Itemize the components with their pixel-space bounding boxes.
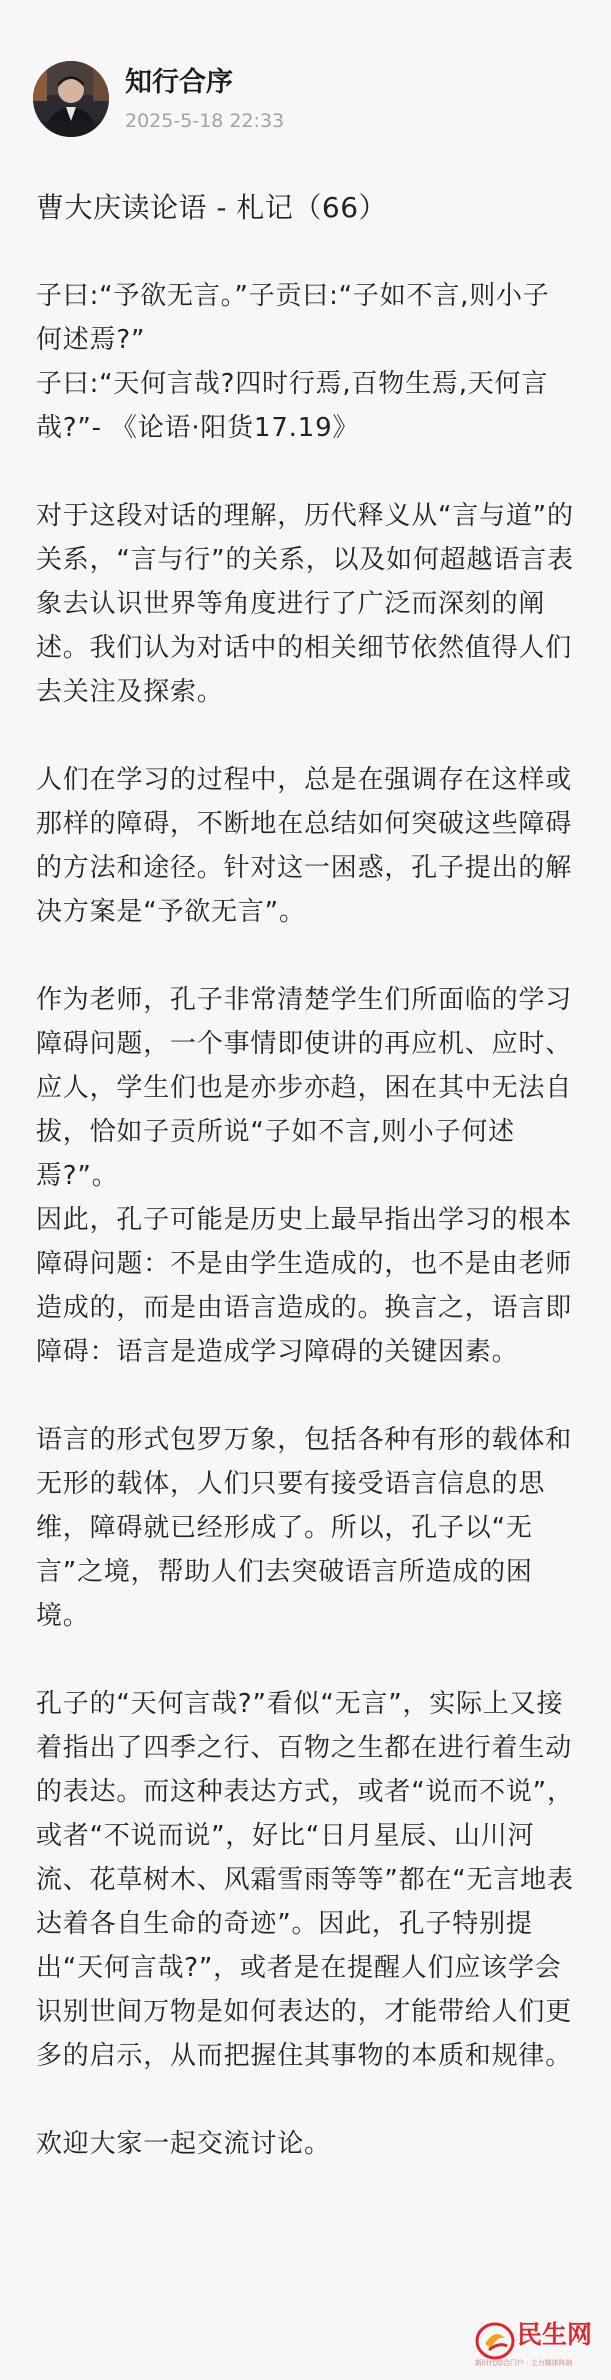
body-paragraph: 对于这段对话的理解，历代释义从“言与道”的关系，“言与行”的关系，以及如何超越语言表象去认识世界等角度进行了广泛而深刻的阐述。我们认为对话中的相关细节依然值得人们去关注及探索。 [36,501,574,707]
body-paragraph: 作为老师，孔子非常清楚学生们所面临的学习障碍问题，一个事情即使讲的再应机、应时、应人，学生们也是亦步亦趋，困在其中无法自拔，恰如子贡所说“子如不言,则小子何述焉?”。 因此，孔子可能是历史上最早指出学习的根本障碍问题：不是由学生造成的，也不是由老师造成的，而是由语言造成的。换言之，语言即障碍：语言是造成学习障碍的关键因素。 [36,985,573,1367]
body-paragraph: 人们在学习的过程中，总是在强调存在这样或那样的障碍，不断地在总结如何突破这些障碍的方法和途径。针对这一困惑，孔子提出的解决方案是“予欲无言”。 [36,765,573,927]
post-content [36,175,574,2166]
minsheng-logo-icon [475,2322,515,2360]
body-paragraph: 语言的形式包罗万象，包括各种有形的载体和无形的载体，人们只要有接受语言信息的思维，障碍就已经形成了。所以，孔子以“无言”之境，帮助人们去突破语言所造成的困境。 [36,1425,573,1631]
post-title: 曹大庆读论语 - 札记（66） [36,191,388,224]
avatar[interactable] [33,61,109,137]
quote-paragraph: 子曰:“予欲无言。”子贡曰:“子如不言,则小子何述焉?” 子曰:“天何言哉?四时行焉,百物生焉,天何言哉?”- 《论语·阳货17.19》 [36,281,550,443]
watermark-tagline: 新时代综合门户 · 主力媒体阵地 [475,2359,573,2367]
body-paragraph: 孔子的“天何言哉?”看似“无言”，实际上又接着指出了四季之行、百物之生都在进行着生动的表达。而这种表达方式，或者“说而不说”，或者“不说而说”，好比“日月星辰、山川河流、花草树木、风霜雪雨等等”都在“无言地表达着各自生命的奇迹”。因此，孔子特别提出“天何言哉?”，或者是在提醒人们应该学会识别世间万物是如何表达的，才能带给人们更多的启示，从而把握住其事物的本质和规律。 [36,1689,574,2071]
watermark-brand: 民生网 [517,2321,593,2349]
avatar-photo [33,61,109,137]
site-watermark [475,2320,603,2370]
post-header [0,0,611,170]
post-timestamp: 2025-5-18 22:33 [125,110,285,132]
author-name[interactable]: 知行合序 [125,67,233,98]
closing-paragraph: 欢迎大家一起交流讨论。 [36,2129,331,2159]
